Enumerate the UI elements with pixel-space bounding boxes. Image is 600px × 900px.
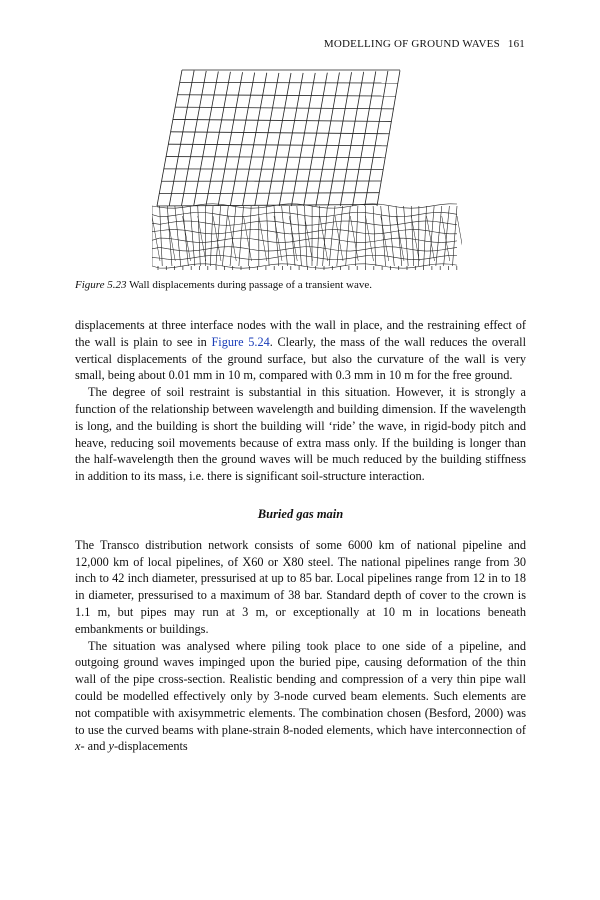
soil-mesh-line bbox=[366, 255, 374, 256]
soil-mesh-line bbox=[419, 213, 427, 214]
soil-mesh-line bbox=[373, 206, 376, 266]
wall-mesh-line bbox=[365, 71, 388, 206]
soil-mesh-line bbox=[335, 266, 343, 267]
wall-mesh-line bbox=[181, 71, 206, 206]
soil-mesh-line bbox=[427, 241, 435, 242]
soil-mesh-line bbox=[449, 241, 457, 242]
wall-mesh-line bbox=[340, 72, 363, 206]
soil-mesh-line bbox=[442, 242, 450, 243]
soil-mesh-line bbox=[366, 242, 374, 243]
soil-mesh-line bbox=[329, 206, 335, 266]
soil-mesh-line bbox=[381, 233, 389, 234]
soil-mesh-line bbox=[411, 249, 419, 250]
soil-mesh-line bbox=[388, 256, 396, 257]
wall-mesh-line bbox=[353, 71, 376, 206]
soil-mesh-line bbox=[228, 267, 236, 268]
soil-mesh-line bbox=[266, 206, 274, 207]
soil-mesh-line bbox=[183, 265, 191, 266]
soil-mesh-line bbox=[350, 257, 358, 258]
soil-mesh-line bbox=[190, 206, 195, 266]
soil-mesh-line bbox=[427, 206, 435, 207]
soil-mesh-line bbox=[343, 265, 351, 266]
soil-mesh-line bbox=[228, 256, 236, 257]
soil-mesh-line bbox=[175, 239, 183, 240]
soil-mesh-line bbox=[320, 248, 328, 249]
soil-mesh-line bbox=[160, 247, 168, 248]
soil-mesh-line bbox=[350, 242, 358, 243]
wall-mesh-line bbox=[316, 72, 340, 206]
soil-mesh-line bbox=[297, 247, 305, 248]
soil-mesh-line bbox=[442, 233, 450, 234]
soil-mesh-line bbox=[442, 212, 450, 213]
soil-mesh-line bbox=[198, 249, 206, 250]
soil-mesh-line bbox=[320, 258, 328, 259]
soil-mesh-line bbox=[183, 213, 191, 214]
wall-mesh-line bbox=[194, 71, 219, 206]
soil-mesh-line bbox=[236, 230, 244, 231]
soil-mesh-line bbox=[427, 231, 435, 232]
soil-mesh-line bbox=[358, 249, 366, 250]
soil-mesh-line bbox=[327, 267, 335, 268]
soil-mesh-line bbox=[312, 257, 320, 258]
soil-mesh-line bbox=[251, 249, 259, 250]
soil-mesh-line bbox=[282, 255, 290, 256]
soil-mesh-line bbox=[228, 225, 236, 226]
soil-mesh-line bbox=[404, 268, 412, 269]
soil-mesh-line bbox=[327, 222, 335, 223]
soil-mesh-line bbox=[388, 205, 396, 206]
soil-mesh-line bbox=[251, 221, 259, 222]
finite-element-mesh-diagram bbox=[152, 66, 462, 271]
soil-mesh-line bbox=[366, 264, 374, 265]
soil-mesh-line bbox=[404, 238, 412, 239]
soil-mesh-line bbox=[343, 230, 351, 231]
soil-mesh-line bbox=[404, 248, 412, 249]
soil-mesh-line bbox=[152, 215, 160, 217]
wall-mesh-line bbox=[166, 157, 385, 158]
paragraph-4: The situation was analysed where piling took place to one side of a pipeline, and outgoing ground waves impinged upon the buried pipe, causing deformation of the thin wall of the pipe cross-section. Realistic bending and compression of a very thin pipe wall could be modelled effectively only by 3-node curved beam elements. Such elements are not compatible with axisymmetric elements. The combination chosen (Besford, 2000) was to use the curved beams with plane-strain 8-noded elements, which have interconnection of x- and y-displacements bbox=[75, 638, 526, 754]
soil-mesh-line bbox=[434, 204, 442, 205]
soil-mesh-line bbox=[373, 247, 381, 248]
wall-mesh-line bbox=[206, 72, 231, 206]
soil-mesh-line bbox=[259, 207, 267, 208]
soil-mesh-line bbox=[289, 213, 297, 214]
soil-mesh-line bbox=[152, 266, 160, 268]
soil-mesh-line bbox=[327, 238, 335, 239]
soil-mesh-line bbox=[381, 204, 389, 205]
soil-mesh-line bbox=[175, 207, 183, 208]
soil-mesh-line bbox=[152, 257, 160, 258]
soil-mesh-line bbox=[160, 206, 163, 266]
running-title: MODELLING OF GROUND WAVES bbox=[323, 38, 500, 50]
soil-mesh-line bbox=[190, 212, 198, 213]
soil-mesh-line bbox=[213, 214, 221, 215]
body-text bbox=[75, 317, 526, 755]
soil-mesh-line bbox=[152, 247, 160, 248]
soil-mesh-line bbox=[350, 250, 358, 251]
soil-mesh-line bbox=[282, 249, 290, 250]
soil-mesh-line bbox=[289, 241, 297, 242]
soil-mesh-line bbox=[236, 247, 244, 248]
soil-mesh-line bbox=[305, 215, 313, 216]
soil-mesh-line bbox=[198, 204, 206, 205]
soil-mesh-line bbox=[282, 222, 290, 223]
soil-mesh-line bbox=[259, 250, 267, 251]
soil-mesh-line bbox=[427, 213, 435, 214]
soil-mesh-line bbox=[183, 206, 191, 207]
soil-mesh-line bbox=[244, 216, 252, 217]
soil-mesh-line bbox=[297, 225, 305, 226]
soil-mesh-line bbox=[205, 242, 213, 243]
soil-mesh-diagonal bbox=[442, 216, 450, 261]
soil-mesh-line bbox=[190, 264, 198, 265]
soil-mesh-line bbox=[297, 233, 305, 234]
soil-mesh-line bbox=[282, 206, 288, 266]
section-heading: Buried gas main bbox=[257, 506, 344, 521]
soil-mesh-line bbox=[289, 264, 297, 265]
soil-mesh-line bbox=[160, 223, 168, 224]
soil-mesh-line bbox=[175, 221, 183, 222]
wall-mesh-line bbox=[304, 73, 328, 206]
soil-mesh-line bbox=[205, 248, 213, 249]
soil-mesh-line bbox=[427, 264, 435, 265]
soil-mesh-line bbox=[419, 207, 427, 208]
soil-mesh-line bbox=[297, 214, 305, 215]
soil-mesh-line bbox=[449, 264, 457, 265]
soil-mesh-line bbox=[381, 215, 389, 216]
soil-mesh-line bbox=[434, 232, 442, 233]
paragraph-2: The degree of soil restraint is substantial in this situation. However, it is strongly a function of the relationship between wavelength and building dimension. If the wavelength is long, and the building is short the building will ‘ride’ the wave, in rigid-body pitch and heave, reducing soil movements because of extra mass only. If the building is longer than the half-wavelength then the ground waves will be much reduced by the building stiffness in addition to its mass, i.e. there is significant soil-structure interaction. bbox=[75, 385, 526, 484]
soil-mesh-line bbox=[244, 248, 252, 249]
figure-caption bbox=[75, 279, 525, 291]
soil-mesh-line bbox=[442, 249, 450, 250]
soil-mesh-line bbox=[434, 250, 442, 251]
soil-mesh-line bbox=[427, 258, 435, 259]
wall-mesh-line bbox=[279, 73, 303, 206]
wall-mesh-line bbox=[377, 70, 400, 206]
soil-mesh-line bbox=[205, 264, 213, 265]
wall-mesh-line bbox=[180, 82, 398, 83]
soil-mesh-line bbox=[259, 265, 267, 266]
soil-mesh-line bbox=[346, 206, 351, 266]
figure-reference-link[interactable]: Figure 5.24 bbox=[211, 334, 270, 349]
soil-mesh-line bbox=[343, 241, 351, 242]
soil-mesh-line bbox=[259, 230, 267, 231]
soil-mesh-line bbox=[444, 206, 450, 266]
soil-mesh-line bbox=[388, 238, 396, 239]
soil-mesh-line bbox=[160, 258, 168, 259]
soil-mesh-line bbox=[434, 256, 442, 257]
soil-mesh-line bbox=[175, 266, 183, 267]
soil-mesh-line bbox=[282, 204, 290, 205]
soil-mesh-line bbox=[259, 259, 267, 260]
soil-mesh-line bbox=[350, 264, 358, 265]
soil-mesh-line bbox=[419, 259, 427, 260]
soil-mesh-line bbox=[221, 239, 229, 240]
soil-mesh-line bbox=[404, 206, 409, 266]
page-number: 161 bbox=[507, 38, 525, 50]
soil-mesh-line bbox=[251, 239, 259, 240]
soil-mesh-line bbox=[335, 230, 343, 231]
soil-mesh-line bbox=[266, 213, 274, 214]
figure-label: Figure 5.23 bbox=[75, 279, 127, 291]
soil-mesh-line bbox=[205, 213, 213, 214]
soil-mesh-diagonal bbox=[457, 216, 462, 261]
soil-mesh-line bbox=[213, 240, 221, 241]
soil-mesh-line bbox=[373, 265, 381, 266]
soil-mesh-diagonal bbox=[289, 216, 297, 261]
soil-mesh-line bbox=[228, 231, 236, 232]
soil-mesh-line bbox=[160, 207, 168, 208]
soil-mesh-line bbox=[297, 240, 305, 241]
soil-mesh-line bbox=[419, 265, 427, 266]
soil-mesh-line bbox=[411, 215, 419, 216]
soil-mesh-line bbox=[358, 222, 366, 223]
soil-mesh-line bbox=[305, 256, 313, 257]
soil-mesh-line bbox=[305, 206, 307, 266]
soil-mesh-line bbox=[259, 213, 267, 214]
soil-mesh-line bbox=[404, 230, 412, 231]
soil-mesh-line bbox=[190, 231, 198, 232]
soil-mesh-line bbox=[396, 258, 404, 259]
soil-mesh-line bbox=[442, 204, 450, 205]
soil-mesh-line bbox=[167, 206, 172, 266]
soil-mesh-line bbox=[205, 223, 213, 224]
soil-mesh-line bbox=[266, 258, 274, 259]
soil-mesh-line bbox=[289, 206, 295, 266]
soil-mesh-line bbox=[266, 206, 269, 266]
soil-mesh-line bbox=[221, 233, 229, 234]
wall-mesh-line bbox=[291, 73, 315, 206]
wall-mesh-line bbox=[243, 73, 267, 206]
soil-mesh-line bbox=[366, 248, 374, 249]
soil-mesh-line bbox=[198, 256, 206, 257]
soil-mesh-line bbox=[449, 247, 457, 248]
soil-mesh-line bbox=[366, 213, 374, 214]
soil-mesh-line bbox=[205, 255, 213, 256]
soil-mesh-line bbox=[183, 230, 191, 231]
soil-mesh-line bbox=[266, 264, 274, 265]
soil-mesh-line bbox=[266, 241, 274, 242]
soil-mesh-line bbox=[358, 256, 366, 257]
soil-mesh-line bbox=[320, 230, 328, 231]
soil-mesh-line bbox=[320, 207, 328, 208]
wall-mesh-line bbox=[159, 193, 379, 194]
soil-mesh-line bbox=[396, 207, 404, 208]
soil-mesh-line bbox=[317, 206, 320, 266]
soil-mesh-line bbox=[312, 247, 320, 248]
soil-mesh-line bbox=[343, 206, 351, 207]
soil-mesh-line bbox=[396, 206, 402, 266]
soil-mesh-diagonal bbox=[366, 216, 374, 261]
soil-mesh-line bbox=[167, 249, 175, 250]
wall-mesh-line bbox=[328, 72, 351, 206]
soil-mesh-line bbox=[210, 206, 213, 266]
figure-wall-displacement-mesh bbox=[152, 66, 462, 271]
soil-mesh-line bbox=[213, 247, 221, 248]
soil-mesh-line bbox=[282, 212, 290, 213]
figure-caption-text: Wall displacements during passage of a transient wave. bbox=[129, 279, 372, 291]
soil-mesh-line bbox=[452, 206, 457, 266]
soil-mesh-line bbox=[381, 239, 389, 240]
paragraph-1: displacements at three interface nodes with the wall in place, and the restraining effect of the wall is plain to see in Figure 5.24. Clearly, the mass of the wall reduces the overall vertical displacements of the ground surface, but also the curvature of the wall is very small, being about 0.01 mm in 10 m, compared with 0.3 mm in 10 m for the free ground. bbox=[75, 318, 527, 383]
running-head bbox=[324, 38, 525, 50]
soil-mesh-line bbox=[190, 242, 198, 243]
wall-mesh-line bbox=[230, 73, 254, 206]
soil-mesh-line bbox=[167, 267, 175, 268]
soil-mesh-line bbox=[388, 225, 396, 226]
soil-mesh-line bbox=[335, 207, 343, 208]
soil-mesh-line bbox=[305, 266, 313, 267]
soil-mesh-line bbox=[335, 250, 343, 251]
wall-mesh-line bbox=[218, 72, 242, 206]
soil-mesh-line bbox=[424, 206, 427, 266]
soil-mesh-line bbox=[335, 239, 343, 240]
paragraph-3: The Transco distribution network consists of some 6000 km of national pipeline and 12,000 km of local pipelines, of X60 or X80 steel. The national pipelines range from 30 inch to 42 inch diameter, pressurised at up to 85 bar. Local pipelines range from 12 in to 18 in diameter, pressurised to a maximum of 38 bar. Standard depth of cover to the crown is 1.1 m, but pipes may run at 3 m, or exceptionally at 10 m in locations beneath embankments or buildings. bbox=[75, 537, 526, 636]
soil-mesh-line bbox=[251, 215, 259, 216]
soil-mesh-diagonal bbox=[259, 216, 267, 261]
soil-mesh-line bbox=[190, 250, 198, 251]
soil-mesh-line bbox=[152, 231, 160, 232]
soil-mesh-line bbox=[388, 231, 396, 232]
soil-mesh-line bbox=[175, 250, 183, 251]
soil-mesh-line bbox=[419, 240, 427, 241]
soil-mesh-line bbox=[274, 232, 282, 233]
soil-mesh-line bbox=[449, 213, 457, 214]
soil-mesh-line bbox=[358, 232, 366, 233]
soil-mesh-line bbox=[282, 233, 290, 234]
soil-mesh-line bbox=[350, 205, 358, 206]
soil-mesh-line bbox=[244, 259, 252, 260]
soil-mesh-line bbox=[404, 216, 412, 217]
soil-mesh-line bbox=[236, 207, 244, 208]
soil-mesh-line bbox=[388, 267, 396, 268]
soil-mesh-line bbox=[327, 249, 335, 250]
soil-mesh-line bbox=[312, 206, 320, 207]
soil-mesh-line bbox=[221, 255, 229, 256]
soil-mesh-line bbox=[239, 206, 244, 266]
soil-mesh-line bbox=[343, 213, 351, 214]
soil-mesh-diagonal bbox=[183, 216, 191, 261]
soil-mesh-line bbox=[419, 251, 427, 252]
soil-mesh-line bbox=[183, 258, 191, 259]
soil-mesh-line bbox=[434, 221, 442, 222]
soil-mesh-line bbox=[183, 241, 191, 242]
soil-mesh-line bbox=[297, 265, 305, 266]
wall-mesh-line bbox=[255, 73, 279, 206]
soil-mesh-line bbox=[373, 214, 381, 215]
soil-mesh-diagonal bbox=[335, 216, 343, 261]
soil-mesh-line bbox=[396, 230, 404, 231]
soil-mesh-line bbox=[213, 264, 221, 265]
soil-mesh-line bbox=[183, 206, 189, 266]
wall-mesh-line bbox=[169, 70, 194, 206]
soil-mesh-line bbox=[213, 224, 221, 225]
soil-mesh-line bbox=[442, 255, 450, 256]
soil-mesh-line bbox=[167, 215, 175, 216]
wall-mesh-line bbox=[157, 70, 182, 206]
soil-mesh-line bbox=[373, 240, 381, 241]
soil-mesh-line bbox=[411, 206, 413, 266]
soil-mesh-line bbox=[259, 240, 267, 241]
wall-mesh-line bbox=[267, 73, 291, 206]
